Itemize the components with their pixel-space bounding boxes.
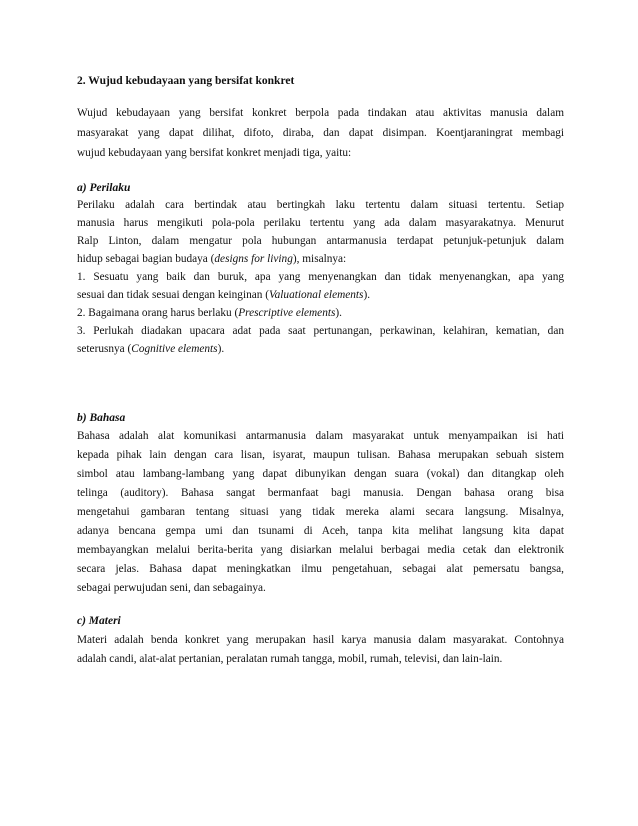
intro-line: masyarakat yang dapat dilihat, difoto, diraba, dan dapat disimpan. Koentjaraningrat membagi [77, 127, 564, 139]
bahasa-line: secara jelas. Bahasa dapat meningkatkan ilmu pengetahuan, sebagai alat pemersatu bangsa, [77, 563, 564, 575]
materi-line: Materi adalah benda konkret yang merupakan hasil karya manusia dalam masyarakat. Contohnya [77, 634, 564, 646]
perilaku-line: manusia harus mengikuti pola-pola perilaku tertentu yang ada dalam masyarakatnya. Menurut [77, 217, 564, 229]
perilaku-title: a) Perilaku [77, 182, 131, 194]
perilaku-line: 1. Sesuatu yang baik dan buruk, apa yang menyenangkan dan tidak menyenangkan, apa yang [77, 271, 564, 283]
bahasa-line: simbol atau lambang-lambang yang dapat dibunyikan dengan suara (vokal) dan ditangkap oleh [77, 468, 564, 480]
perilaku-line: hidup sebagai bagian budaya (designs for living), misalnya: [77, 253, 347, 265]
bahasa-line: telinga (auditory). Bahasa sangat bermanfaat bagi manusia. Dengan bahasa orang bisa [77, 487, 564, 499]
valuational-elements-term: Valuational elements [269, 289, 364, 301]
perilaku-line: seterusnya (Cognitive elements). [77, 343, 225, 355]
intro-line: wujud kebudayaan yang bersifat konkret menjadi tiga, yaitu: [77, 147, 352, 159]
perilaku-line: sesuai dan tidak sesuai dengan keinginan (Valuational elements). [77, 289, 371, 301]
materi-title: c) Materi [77, 615, 121, 627]
bahasa-line: kepada pihak lain dengan cara lisan, isyarat, maupun tulisan. Bahasa merupakan sebuah sistem [77, 449, 564, 461]
bahasa-line: Bahasa adalah alat komunikasi antarmanusia dalam masyarakat untuk menyampaikan isi hati [77, 430, 564, 442]
cognitive-elements-term: Cognitive elements [131, 343, 218, 355]
bahasa-line: membayangkan melalui berita-berita yang disiarkan melalui berbagai media cetak dan elektronik [77, 544, 564, 556]
bahasa-line: adanya bencana gempa umi dan tsunami di Aceh, tanpa kita melihat langsung kita dapat [77, 525, 564, 537]
materi-line: adalah candi, alat-alat pertanian, peralatan rumah tangga, mobil, rumah, televisi, dan lain-lain. [77, 653, 503, 665]
perilaku-line: 3. Perlukah diadakan upacara adat pada saat pertunangan, perkawinan, kelahiran, kematian, dan [77, 325, 564, 337]
section-heading: 2. Wujud kebudayaan yang bersifat konkret [77, 75, 295, 87]
designs-for-living-term: designs for living [214, 253, 293, 265]
perilaku-line: Perilaku adalah cara bertindak atau bertingkah laku tertentu dalam situasi tertentu. Setiap [77, 199, 564, 211]
perilaku-line: 2. Bagaimana orang harus berlaku (Prescriptive elements). [77, 307, 342, 319]
intro-line: Wujud kebudayaan yang bersifat konkret berpola pada tindakan atau aktivitas manusia dalam [77, 107, 564, 119]
bahasa-title: b) Bahasa [77, 412, 126, 424]
perilaku-line: Ralp Linton, dalam mengatur pola hubungan antarmanusia terdapat petunjuk-petunjuk dalam [77, 235, 564, 247]
bahasa-line: mengetahui gambaran tentang situasi yang tidak mereka alami secara langsung. Misalnya, [77, 506, 564, 518]
prescriptive-elements-term: Prescriptive elements [238, 307, 336, 319]
bahasa-line: sebagai perwujudan seni, dan sebagainya. [77, 582, 266, 594]
